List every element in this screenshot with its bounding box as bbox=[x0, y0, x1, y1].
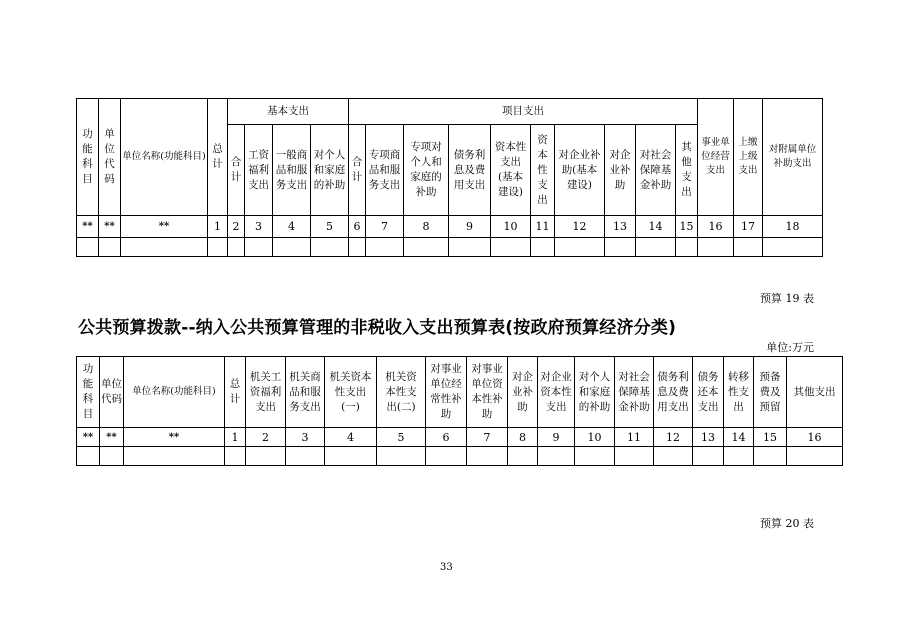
index-cell: 3 bbox=[245, 216, 273, 238]
expense-col: 其他支出 bbox=[787, 357, 843, 428]
empty-cell bbox=[449, 238, 491, 257]
empty-cell bbox=[698, 238, 734, 257]
empty-cell bbox=[676, 238, 698, 257]
index-cell: 1 bbox=[208, 216, 228, 238]
budget-table-20 bbox=[76, 356, 843, 466]
header-code: 单位代码 bbox=[99, 99, 121, 216]
basic-col: 一般商品和服务支出 bbox=[273, 125, 311, 216]
index-cell: 6 bbox=[426, 428, 467, 447]
expense-col: 对事业单位资本性补助 bbox=[467, 357, 508, 428]
expense-col: 机关资本性支出(二) bbox=[377, 357, 426, 428]
project-col: 对社会保障基金补助 bbox=[636, 125, 676, 216]
header-func: 功能科目 bbox=[77, 357, 100, 428]
empty-cell bbox=[100, 447, 124, 466]
header-unit-name: 单位名称(功能科目) bbox=[121, 99, 208, 216]
empty-cell bbox=[124, 447, 225, 466]
expense-col: 对个人和家庭的补助 bbox=[575, 357, 615, 428]
empty-cell bbox=[724, 447, 754, 466]
empty-cell bbox=[377, 447, 426, 466]
empty-cell bbox=[531, 238, 555, 257]
empty-cell bbox=[366, 238, 404, 257]
project-col: 其他支出 bbox=[676, 125, 698, 216]
index-cell: 8 bbox=[508, 428, 538, 447]
index-cell: 7 bbox=[467, 428, 508, 447]
header-business: 事业单位经营支出 bbox=[698, 99, 734, 216]
index-cell: ** bbox=[100, 428, 124, 447]
expense-col: 预备费及预留 bbox=[754, 357, 787, 428]
index-cell: 7 bbox=[366, 216, 404, 238]
project-col: 合计 bbox=[349, 125, 366, 216]
empty-cell bbox=[491, 238, 531, 257]
index-cell: 9 bbox=[538, 428, 575, 447]
index-cell: 12 bbox=[555, 216, 605, 238]
empty-cell bbox=[246, 447, 286, 466]
expense-col: 机关资本性支出(一) bbox=[325, 357, 377, 428]
empty-cell bbox=[77, 447, 100, 466]
group-basic: 基本支出 bbox=[228, 99, 349, 125]
basic-col: 对个人和家庭的补助 bbox=[311, 125, 349, 216]
header-code: 单位代码 bbox=[100, 357, 124, 428]
index-cell: 4 bbox=[273, 216, 311, 238]
index-cell: ** bbox=[77, 216, 99, 238]
budget-table-19 bbox=[76, 98, 823, 257]
index-cell: 14 bbox=[724, 428, 754, 447]
empty-cell bbox=[311, 238, 349, 257]
project-col: 对企业补助 bbox=[605, 125, 636, 216]
page-number: 33 bbox=[440, 562, 453, 573]
empty-cell bbox=[325, 447, 377, 466]
empty-cell bbox=[575, 447, 615, 466]
index-cell: 10 bbox=[575, 428, 615, 447]
index-cell: 15 bbox=[676, 216, 698, 238]
index-cell: 11 bbox=[531, 216, 555, 238]
header-func: 功能科目 bbox=[77, 99, 99, 216]
index-cell: 2 bbox=[246, 428, 286, 447]
index-cell: 18 bbox=[763, 216, 823, 238]
empty-cell bbox=[636, 238, 676, 257]
index-cell: 15 bbox=[754, 428, 787, 447]
basic-col: 工资福利支出 bbox=[245, 125, 273, 216]
empty-cell bbox=[245, 238, 273, 257]
index-cell: 8 bbox=[404, 216, 449, 238]
empty-cell bbox=[228, 238, 245, 257]
index-cell: ** bbox=[124, 428, 225, 447]
empty-cell bbox=[538, 447, 575, 466]
empty-cell bbox=[99, 238, 121, 257]
table-number-20: 预算 20 表 bbox=[760, 517, 814, 530]
index-cell: 16 bbox=[698, 216, 734, 238]
empty-cell bbox=[426, 447, 467, 466]
project-col: 对企业补助(基本建设) bbox=[555, 125, 605, 216]
index-cell: 6 bbox=[349, 216, 366, 238]
index-cell: 11 bbox=[615, 428, 654, 447]
index-cell: 14 bbox=[636, 216, 676, 238]
index-cell: 13 bbox=[605, 216, 636, 238]
index-cell: ** bbox=[77, 428, 100, 447]
project-col: 专项商品和服务支出 bbox=[366, 125, 404, 216]
empty-cell bbox=[286, 447, 325, 466]
expense-col: 债务利息及费用支出 bbox=[654, 357, 693, 428]
empty-cell bbox=[615, 447, 654, 466]
header-total: 总计 bbox=[225, 357, 246, 428]
empty-cell bbox=[77, 238, 99, 257]
empty-cell bbox=[349, 238, 366, 257]
empty-cell bbox=[605, 238, 636, 257]
empty-cell bbox=[121, 238, 208, 257]
expense-col: 债务还本支出 bbox=[693, 357, 724, 428]
index-cell: 17 bbox=[734, 216, 763, 238]
index-cell: 12 bbox=[654, 428, 693, 447]
expense-col: 对企业补助 bbox=[508, 357, 538, 428]
group-project: 项目支出 bbox=[349, 99, 698, 125]
empty-cell bbox=[555, 238, 605, 257]
page-title: 公共预算拨款--纳入公共预算管理的非税收入支出预算表(按政府预算经济分类) bbox=[78, 318, 677, 338]
empty-cell bbox=[754, 447, 787, 466]
expense-col: 转移性支出 bbox=[724, 357, 754, 428]
empty-cell bbox=[734, 238, 763, 257]
expense-col: 机关工资福利支出 bbox=[246, 357, 286, 428]
empty-cell bbox=[273, 238, 311, 257]
index-cell: 2 bbox=[228, 216, 245, 238]
unit-label: 单位:万元 bbox=[766, 341, 814, 354]
index-cell: 5 bbox=[311, 216, 349, 238]
empty-cell bbox=[225, 447, 246, 466]
index-cell: 4 bbox=[325, 428, 377, 447]
project-col: 资本性支出 bbox=[531, 125, 555, 216]
project-col: 专项对个人和家庭的补助 bbox=[404, 125, 449, 216]
header-total: 总计 bbox=[208, 99, 228, 216]
empty-cell bbox=[787, 447, 843, 466]
empty-cell bbox=[508, 447, 538, 466]
expense-col: 机关商品和服务支出 bbox=[286, 357, 325, 428]
index-cell: 16 bbox=[787, 428, 843, 447]
header-affiliate: 对附属单位补助支出 bbox=[763, 99, 823, 216]
expense-col: 对社会保障基金补助 bbox=[615, 357, 654, 428]
table-number-19: 预算 19 表 bbox=[760, 292, 814, 305]
project-col: 资本性支出(基本建设) bbox=[491, 125, 531, 216]
index-cell: 1 bbox=[225, 428, 246, 447]
index-cell: 5 bbox=[377, 428, 426, 447]
empty-cell bbox=[693, 447, 724, 466]
empty-cell bbox=[404, 238, 449, 257]
header-unit-name: 单位名称(功能科目) bbox=[124, 357, 225, 428]
expense-col: 对企业资本性支出 bbox=[538, 357, 575, 428]
index-cell: 3 bbox=[286, 428, 325, 447]
basic-col: 合计 bbox=[228, 125, 245, 216]
expense-col: 对事业单位经常性补助 bbox=[426, 357, 467, 428]
index-cell: 9 bbox=[449, 216, 491, 238]
empty-cell bbox=[763, 238, 823, 257]
header-superior: 上缴上级支出 bbox=[734, 99, 763, 216]
index-cell: ** bbox=[121, 216, 208, 238]
index-cell: 10 bbox=[491, 216, 531, 238]
index-cell: ** bbox=[99, 216, 121, 238]
empty-cell bbox=[654, 447, 693, 466]
index-cell: 13 bbox=[693, 428, 724, 447]
empty-cell bbox=[208, 238, 228, 257]
project-col: 债务利息及费用支出 bbox=[449, 125, 491, 216]
empty-cell bbox=[467, 447, 508, 466]
